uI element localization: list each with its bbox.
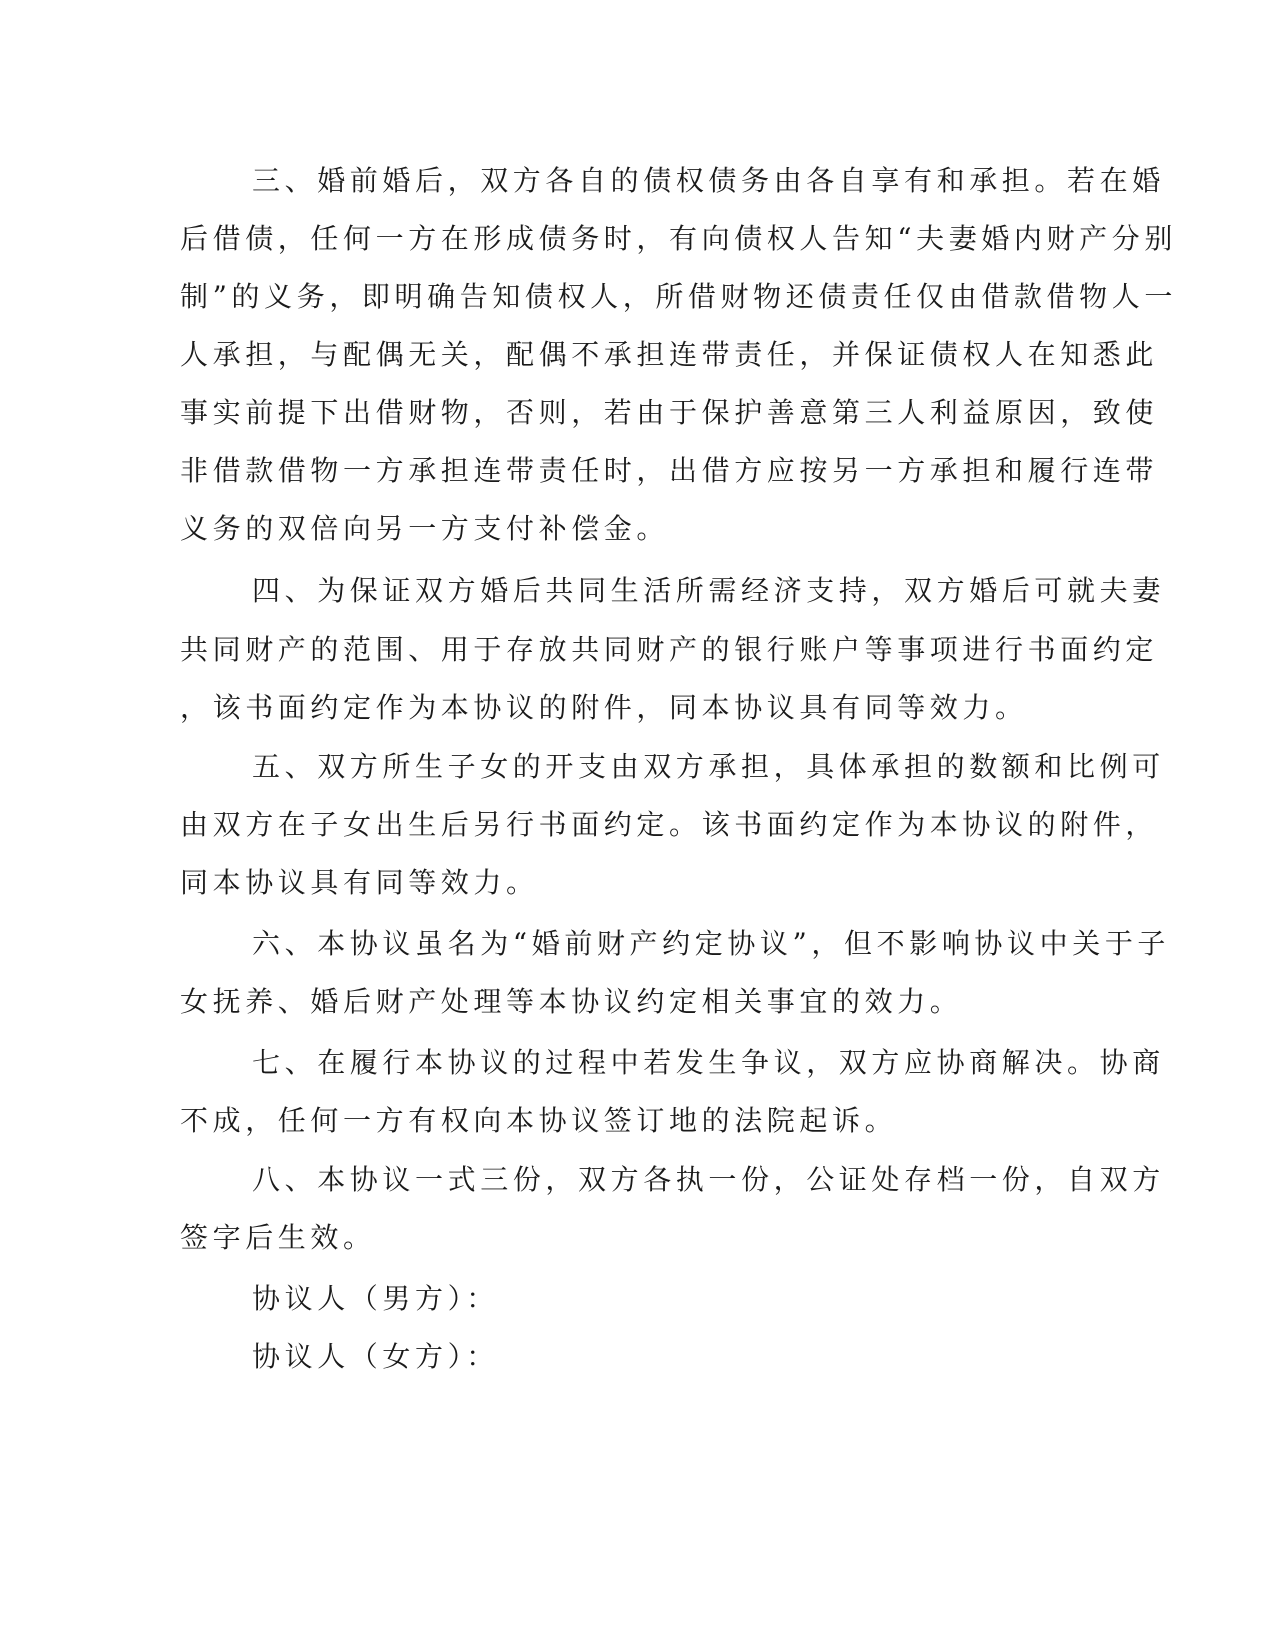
text-line: 三、婚前婚后，双方各自的债权债务由各自享有和承担。若在婚 [252, 164, 1165, 197]
text-line: 非借款借物一方承担连带责任时，出借方应按另一方承担和履行连带 [180, 454, 1159, 487]
text-line: 人承担，与配偶无关，配偶不承担连带责任，并保证债权人在知悉此 [180, 338, 1159, 371]
text-line: 七、在履行本协议的过程中若发生争议，双方应协商解决。协商 [252, 1046, 1165, 1079]
text-line: ，该书面约定作为本协议的附件，同本协议具有同等效力。 [180, 691, 1028, 724]
text-line: 不成，任何一方有权向本协议签订地的法院起诉。 [180, 1104, 898, 1137]
text-line: 四、为保证双方婚后共同生活所需经济支持，双方婚后可就夫妻 [252, 574, 1165, 607]
text-line: 六、本协议虽名为“婚前财产约定协议”，但不影响协议中关于子 [252, 927, 1171, 960]
text-line: 五、双方所生子女的开支由双方承担，具体承担的数额和比例可 [252, 750, 1165, 783]
signature-line-male: 协议人（男方）： [252, 1282, 499, 1315]
signature-line-female: 协议人（女方）： [252, 1340, 499, 1373]
text-line: 由双方在子女出生后另行书面约定。该书面约定作为本协议的附件， [180, 808, 1159, 841]
text-line: 事实前提下出借财物，否则，若由于保护善意第三人利益原因，致使 [180, 396, 1159, 429]
text-line: 后借债，任何一方在形成债务时，有向债权人告知“夫妻婚内财产分别 [180, 222, 1177, 255]
text-line: 签字后生效。 [180, 1221, 376, 1254]
text-line: 共同财产的范围、用于存放共同财产的银行账户等事项进行书面约定 [180, 633, 1159, 666]
text-line: 女抚养、婚后财产处理等本协议约定相关事宜的效力。 [180, 985, 963, 1018]
text-line: 同本协议具有同等效力。 [180, 866, 539, 899]
text-line: 义务的双倍向另一方支付补偿金。 [180, 512, 670, 545]
text-line: 八、本协议一式三份，双方各执一份，公证处存档一份，自双方 [252, 1163, 1165, 1196]
text-line: 制”的义务，即明确告知债权人，所借财物还债责任仅由借款借物人一 [180, 280, 1177, 313]
